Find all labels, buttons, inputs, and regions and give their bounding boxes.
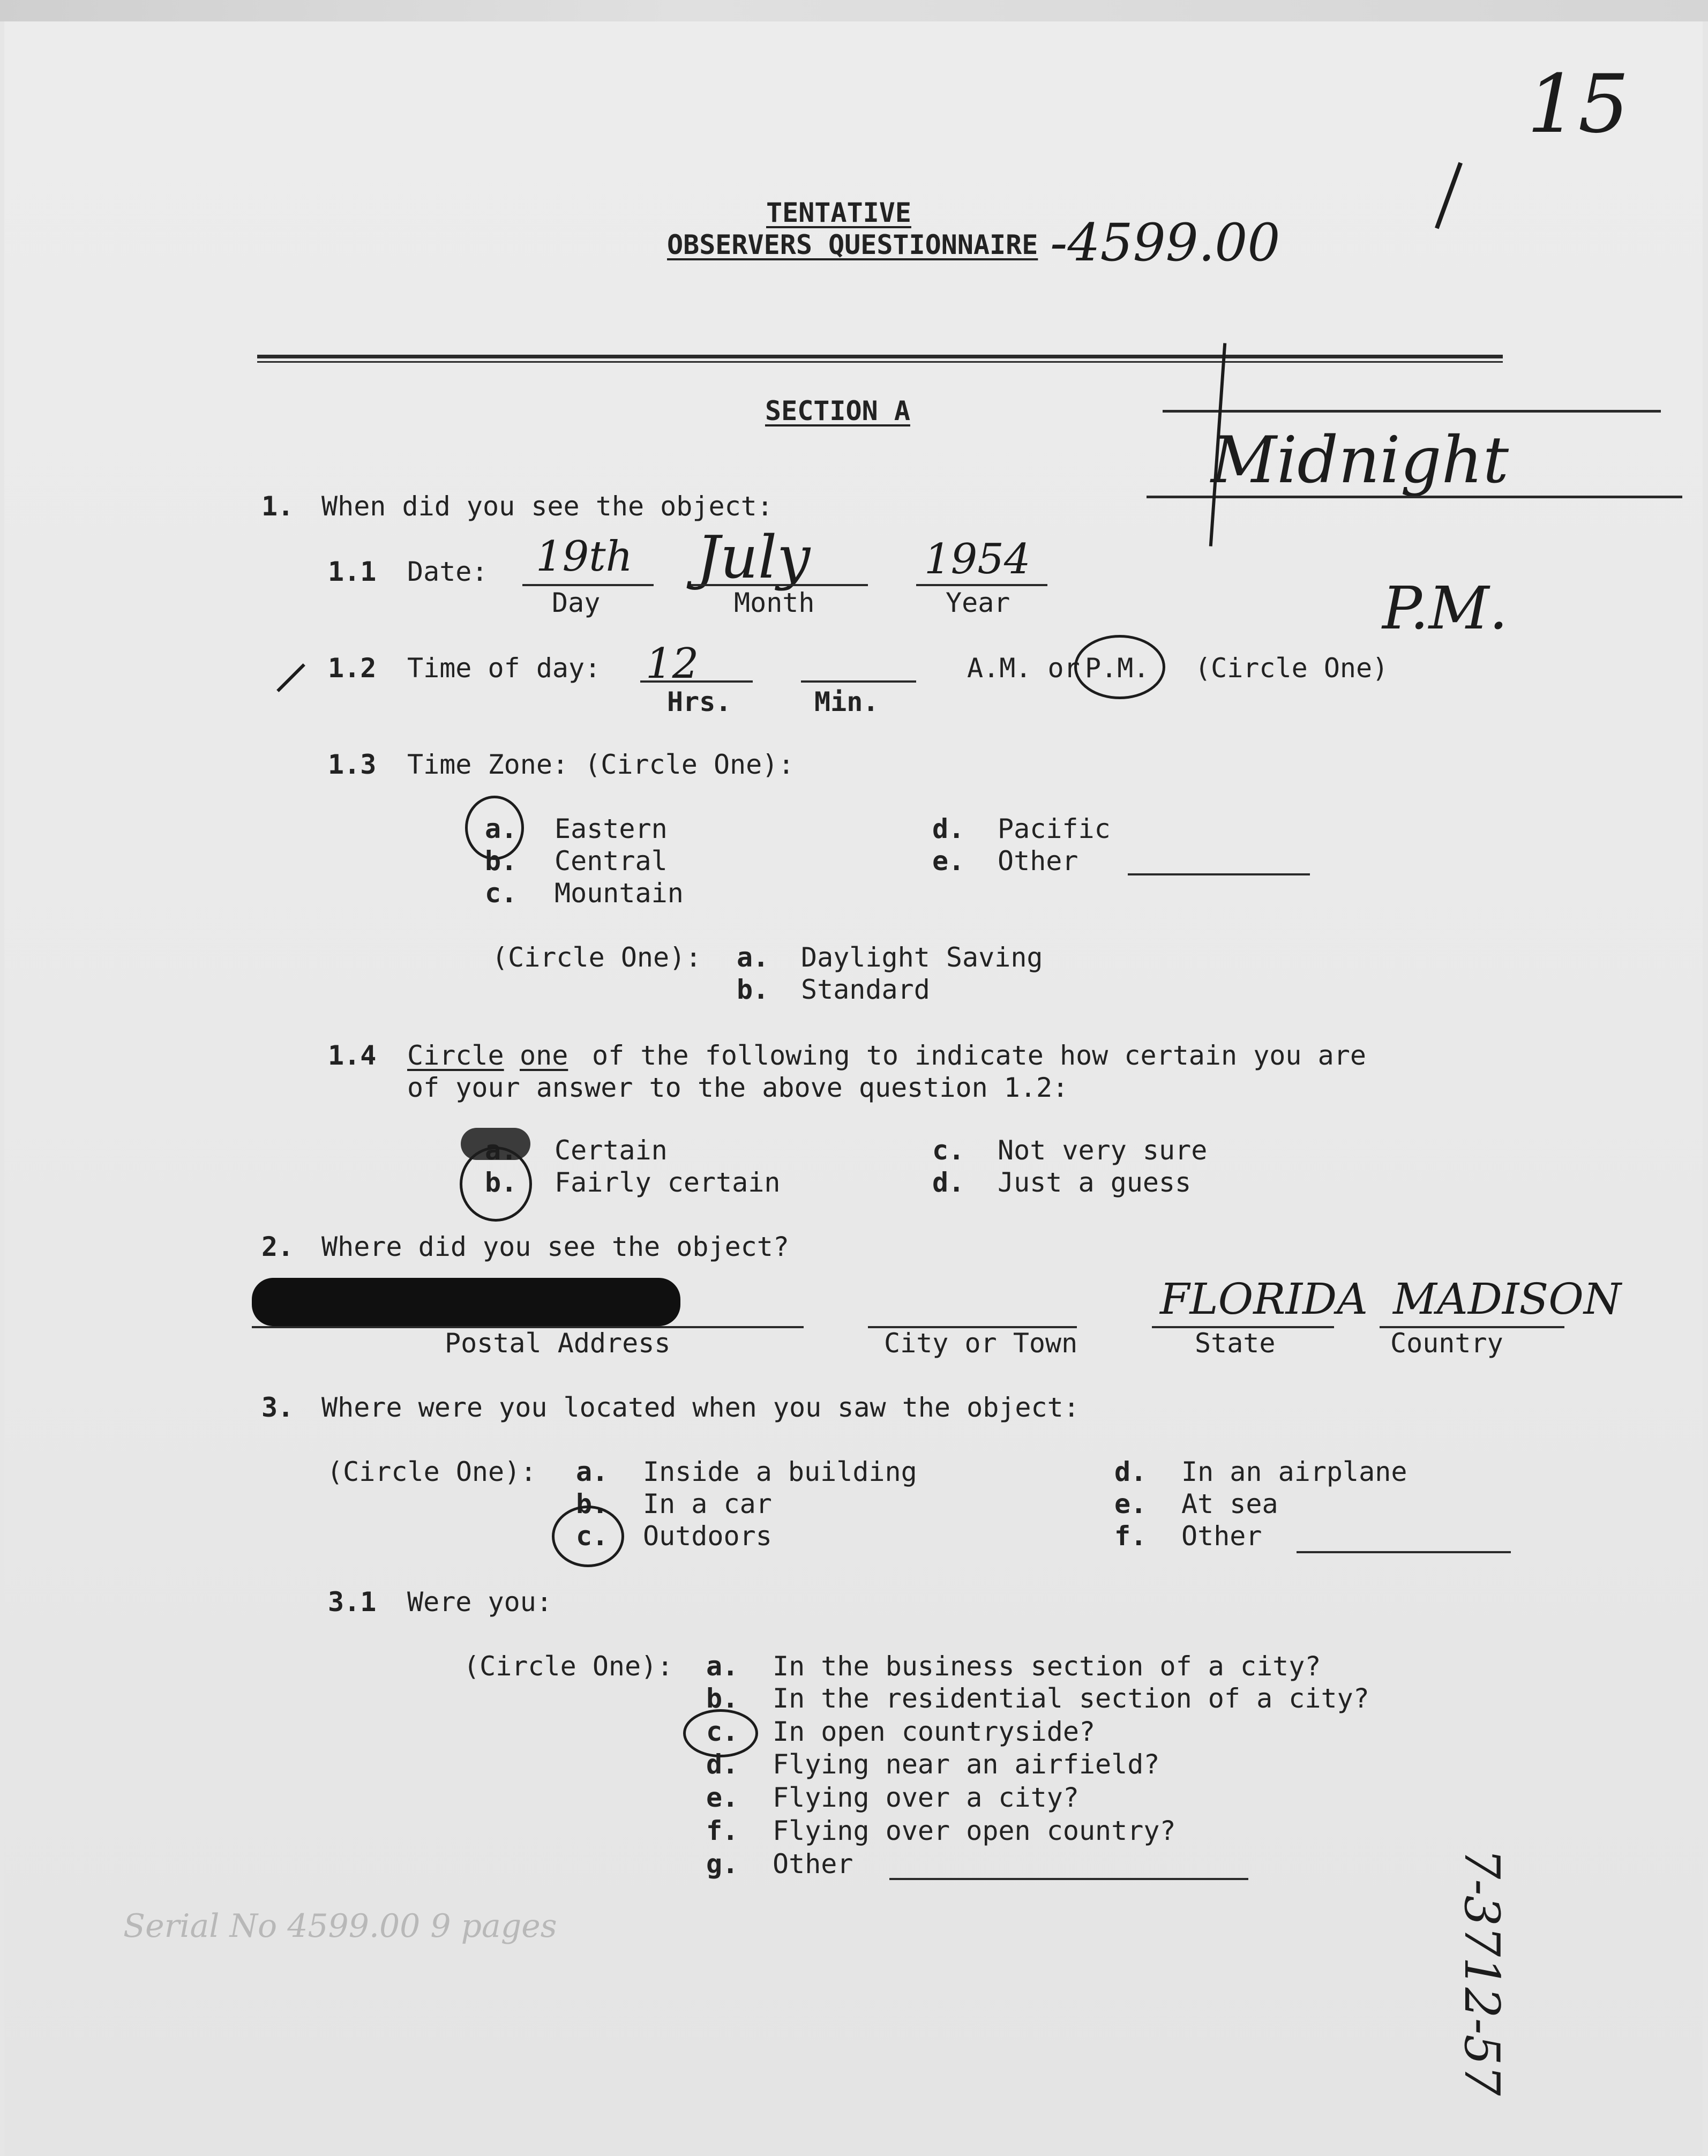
state-caption: State (1195, 1328, 1276, 1359)
q1-2-label: Time of day: (407, 653, 601, 684)
q1-text: When did you see the object: (321, 491, 773, 522)
annotation-rule-bottom (1147, 496, 1682, 498)
q3-circle-label: (Circle One): (327, 1456, 537, 1487)
saving-a-letter: a. (737, 942, 769, 973)
were-a-text: In the business section of a city? (773, 1651, 1321, 1682)
time-hrs-line (640, 680, 753, 683)
loc-b-text: In a car (643, 1488, 772, 1519)
time-min-line (801, 680, 916, 683)
were-other-line (889, 1878, 1248, 1880)
were-g-text: Other (773, 1848, 853, 1880)
q1-3-number: 1.3 (328, 749, 377, 780)
handwritten-pm: P.M. (1382, 574, 1508, 642)
q1-2-number: 1.2 (328, 653, 377, 684)
loc-d-text: In an airplane (1181, 1456, 1407, 1487)
loc-f-letter: f. (1114, 1521, 1147, 1552)
margin-handwritten-number: 7-3712-57 (1454, 1848, 1510, 2096)
handwritten-midnight: Midnight (1211, 423, 1509, 498)
header-rule-bottom (257, 361, 1503, 363)
time-hrs-caption: Hrs. (667, 686, 732, 717)
q1-3-label: Time Zone: (Circle One): (407, 749, 795, 780)
q1-4-number: 1.4 (328, 1040, 377, 1071)
zone-c-text: Mountain (555, 878, 684, 909)
zone-c-letter: c. (485, 878, 518, 909)
handwritten-case-number: -4599.00 (1050, 213, 1280, 273)
loc-f-text: Other (1181, 1521, 1262, 1552)
cert-d-text: Just a guess (998, 1167, 1192, 1198)
saving-circle-label: (Circle One): (492, 942, 702, 973)
date-month-line (691, 584, 868, 586)
zone-b-letter: b. (485, 845, 518, 877)
loc-e-text: At sea (1181, 1488, 1278, 1519)
cert-b-circle-mark (460, 1147, 532, 1222)
date-day-value: 19th (536, 533, 633, 581)
q3-text: Where were you located when you saw the object: (321, 1392, 1080, 1423)
time-circle-hint: (Circle One) (1195, 653, 1389, 684)
handwritten-corner-number: 15 (1527, 58, 1629, 151)
country-value: MADISON (1393, 1274, 1621, 1324)
cert-a-text: Certain (555, 1135, 668, 1166)
zone-e-text: Other (998, 845, 1078, 877)
were-e-text: Flying over a city? (773, 1782, 1079, 1813)
q2-number: 2. (261, 1231, 294, 1262)
q1-number: 1. (261, 491, 294, 522)
q1-4-text-one: one (520, 1040, 568, 1071)
zone-b-text: Central (555, 845, 668, 877)
date-day-line (522, 584, 654, 586)
date-month-caption: Month (734, 587, 815, 618)
date-day-caption: Day (552, 587, 601, 618)
were-a-letter: a. (706, 1651, 739, 1682)
were-f-letter: f. (706, 1815, 739, 1846)
loc-other-line (1297, 1551, 1511, 1553)
were-d-text: Flying near an airfield? (773, 1749, 1160, 1780)
time-min-caption: Min. (814, 686, 879, 717)
country-caption: Country (1390, 1328, 1503, 1359)
annotation-rule-top (1163, 410, 1661, 413)
saving-b-text: Standard (801, 974, 930, 1005)
date-year-line (916, 584, 1047, 586)
loc-d-letter: d. (1114, 1456, 1147, 1487)
were-f-text: Flying over open country? (773, 1815, 1176, 1846)
state-value: FLORIDA (1160, 1274, 1368, 1324)
postal-address-caption: Postal Address (445, 1328, 671, 1359)
loc-e-letter: e. (1114, 1488, 1147, 1519)
zone-d-letter: d. (932, 813, 965, 844)
were-c-text: In open countryside? (773, 1716, 1096, 1747)
city-caption: City or Town (884, 1328, 1078, 1359)
redaction-block (252, 1278, 680, 1326)
q1-1-number: 1.1 (328, 556, 377, 587)
were-b-letter: b. (706, 1683, 739, 1714)
q1-4-text-circle: Circle (407, 1040, 504, 1071)
date-month-value: July (696, 523, 811, 592)
loc-c-text: Outdoors (643, 1521, 772, 1552)
q3-1-text: Were you: (407, 1586, 552, 1618)
q3-1-circle-label: (Circle One): (463, 1651, 673, 1682)
q2-text: Where did you see the object? (321, 1231, 789, 1262)
were-c-letter: c. (706, 1716, 739, 1747)
time-pm-option: P.M. (1085, 653, 1150, 684)
zone-e-letter: e. (932, 845, 965, 877)
zone-d-text: Pacific (998, 813, 1111, 844)
q1-1-label: Date: (407, 556, 488, 587)
zone-a-text: Eastern (555, 813, 668, 844)
were-d-letter: d. (706, 1749, 739, 1780)
saving-a-text: Daylight Saving (801, 942, 1043, 973)
were-g-letter: g. (706, 1848, 739, 1880)
loc-a-letter: a. (576, 1456, 609, 1487)
q1-4-text-line2: of your answer to the above question 1.2: (407, 1072, 1069, 1103)
header-rule-top (257, 355, 1503, 358)
cert-d-letter: d. (932, 1167, 965, 1198)
zone-other-line (1128, 873, 1310, 875)
faint-pencil-notation: Serial No 4599.00 9 pages (123, 1907, 557, 1945)
section-title: SECTION A (765, 395, 910, 426)
saving-b-letter: b. (737, 974, 769, 1005)
loc-c-letter: c. (576, 1521, 609, 1552)
date-year-caption: Year (946, 587, 1010, 618)
loc-b-letter: b. (576, 1488, 609, 1519)
were-e-letter: e. (706, 1782, 739, 1813)
were-b-text: In the residential section of a city? (773, 1683, 1369, 1714)
cert-c-text: Not very sure (998, 1135, 1208, 1166)
pm-circle-mark (1074, 635, 1165, 699)
q3-1-number: 3.1 (328, 1586, 377, 1618)
form-title-line2: OBSERVERS QUESTIONNAIRE (667, 229, 1038, 260)
time-am-or: A.M. or (967, 653, 1080, 684)
date-year-value: 1954 (924, 535, 1031, 583)
scan-top-edge (0, 0, 1708, 21)
loc-c-circle-mark (552, 1506, 624, 1567)
form-title-line1: TENTATIVE (766, 197, 911, 228)
time-hrs-value: 12 (646, 640, 699, 688)
q1-4-text-rest: of the following to indicate how certain you are (592, 1040, 1366, 1071)
zone-a-letter: a. (485, 813, 518, 844)
cert-b-text: Fairly certain (555, 1167, 781, 1198)
cert-c-letter: c. (932, 1135, 965, 1166)
loc-a-text: Inside a building (643, 1456, 917, 1487)
q3-number: 3. (261, 1392, 294, 1423)
cert-b-letter: b. (485, 1167, 518, 1198)
